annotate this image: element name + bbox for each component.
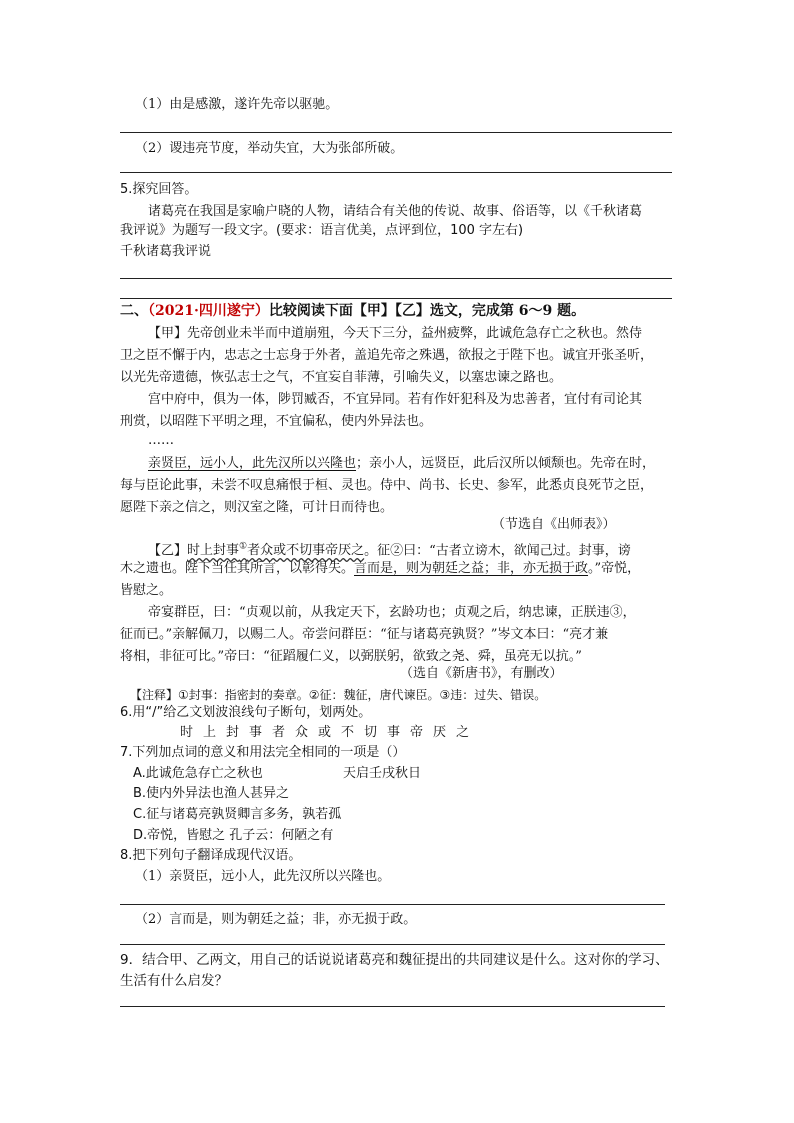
answer-line xyxy=(120,1006,665,1007)
q7-option-a: A.此诚危急存亡之秋也 xyxy=(133,766,263,781)
q7-option-c: C.征与诸葛亮孰贤卿言多务，孰若孤 xyxy=(133,807,342,822)
answer-line xyxy=(120,904,665,905)
q8-sentence-1: （1）亲贤臣，远小人，此先汉所以兴隆也。 xyxy=(135,869,391,884)
yi-source: （选自《新唐书》，有删改） xyxy=(400,666,563,681)
jia-p1-line3: 以光先帝遗德，恢弘志士之气，不宜妄自菲薄，引喻失义，以塞忠谏之路也。 xyxy=(120,370,563,385)
jia-p2-line1: 宫中府中，俱为一体，陟罚臧否，不宜异同。若有作奸犯科及为忠善者，宜付有司论其 xyxy=(148,392,643,407)
jia-source: （节选自《出师表》） xyxy=(492,517,616,532)
jia-p3-line1: 亲贤臣，远小人，此先汉所以兴隆也；亲小人，远贤臣，此后汉所以倾颓也。先帝在时， xyxy=(148,456,656,471)
underlined-sentence: 言而是，则为朝廷之益；非，亦无损于政 xyxy=(354,561,589,576)
q8-sentence-2: （2）言而是，则为朝廷之益；非，亦无损于政。 xyxy=(135,912,417,927)
q4-sentence-2: （2）谡违亮节度，举动失宜，大为张郃所破。 xyxy=(135,141,404,156)
q5-body-1: 诸葛亮在我国是家喻户晓的人物，请结合有关他的传说、故事、俗语等，以《千秋诸葛 xyxy=(148,204,643,219)
jia-p3-line2: 每与臣论此事，未尝不叹息痛恨于桓、灵也。侍中、尚书、长史、参军，此悉贞良死节之臣， xyxy=(120,478,654,493)
annotation-note: 【注释】①封事：指密封的奏章。②征：魏征，唐代谏臣。③违：过失、错误。 xyxy=(130,688,547,702)
answer-line xyxy=(120,132,672,133)
yi-line3: 皆慰之。 xyxy=(120,583,173,598)
q9-line1: 9．结合甲、乙两文，用自己的话说说诸葛亮和魏征提出的共同建议是什么。这对你的学习、 xyxy=(120,952,669,968)
answer-line xyxy=(120,278,672,279)
yi-line5: 征而已。”亲解佩刀，以赐二人。帝尝问群臣：“征与诸葛亮孰贤？”岑文本曰：“亮才兼 xyxy=(120,627,609,642)
answer-line xyxy=(120,298,672,299)
q6-title: 6.用“/”给乙文划波浪线句子断句，划两处。 xyxy=(120,705,372,720)
q4-sentence-1: （1）由是感激，遂许先帝以驱驰。 xyxy=(135,97,339,112)
q5-heading: 千秋诸葛我评说 xyxy=(120,244,212,259)
answer-line xyxy=(120,172,672,173)
answer-line xyxy=(120,944,665,945)
q7-option-b: B.使内外异法也渔人甚异之 xyxy=(133,786,290,801)
section-2-heading: 二、（2021·四川遂宁）比较阅读下面【甲】【乙】选文，完成第 6～9 题。 xyxy=(120,303,586,319)
q8-title: 8.把下列句子翻译成现代汉语。 xyxy=(120,848,302,863)
q7-title: 7.下列加点词的意义和用法完全相同的一项是（） xyxy=(120,745,406,760)
underlined-sentence: 亲贤臣，远小人，此先汉所以兴隆也 xyxy=(148,456,357,471)
q7-option-d: D.帝悦，皆慰之 孔子云：何陋之有 xyxy=(133,828,334,843)
jia-ellipsis: …… xyxy=(148,433,174,448)
yi-line4: 帝宴群臣，曰：“贞观以前，从我定天下，玄龄功也；贞观之后，纳忠谏，正朕违③， xyxy=(148,605,636,620)
yi-line2: 木之遗也。陛下当任其所言，以彰得失。言而是，则为朝廷之益；非，亦无损于政。”帝悦， xyxy=(120,561,641,576)
jia-p1-line1: 【甲】先帝创业未半而中道崩殂，今天下三分，益州疲弊，此诚危急存亡之秋也。然侍 xyxy=(148,326,643,341)
q6-sentence: 时上封事者众或不切事帝厌之 xyxy=(180,725,480,740)
section-source: （2021·四川遂宁） xyxy=(148,303,269,319)
q5-title: 5.探究回答。 xyxy=(120,182,198,197)
wavy-sentence: 时上封事①者众或不切事帝厌之 xyxy=(187,542,365,559)
jia-p2-line2: 刑赏，以昭陛下平明之理，不宜偏私，使内外异法也。 xyxy=(120,414,433,429)
jia-p3-line3: 愿陛下亲之信之，则汉室之隆，可计日而待也。 xyxy=(120,500,394,515)
q5-body-2: 我评说》为题写一段文字。(要求：语言优美，点评到位，100 字左右) xyxy=(120,223,524,238)
yi-line6: 将相，非征可比。”帝曰：“征蹈履仁义，以弼朕躬，欲致之尧、舜，虽亮无以抗。” xyxy=(120,649,582,664)
jia-p1-line2: 卫之臣不懈于内，忠志之士忘身于外者，盖追先帝之殊遇，欲报之于陛下也。诚宜开张圣听， xyxy=(120,348,654,363)
q9-line2: 生活有什么启发？ xyxy=(120,973,228,989)
q7-option-a-second: 天启壬戌秋日 xyxy=(343,766,422,781)
yi-line1: 【乙】时上封事①者众或不切事帝厌之。征②曰：“古者立谤木，欲闻己过。封事，谤 xyxy=(148,542,631,559)
